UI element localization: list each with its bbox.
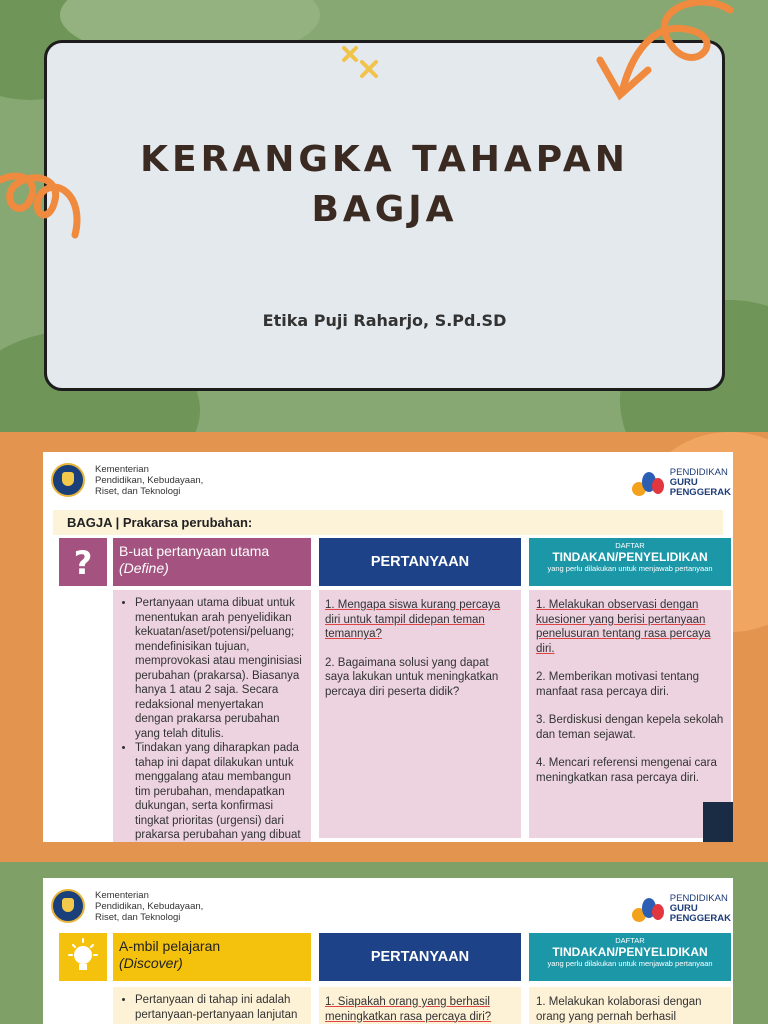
pgp-line: PENDIDIKAN	[669, 467, 728, 478]
action-header	[529, 538, 731, 586]
ministry-logo-icon	[51, 463, 85, 497]
step-label: A-mbil pelajaran	[119, 938, 221, 954]
action-item: 3. Berdiskusi dengan kepela sekolah dan teman sejawat.	[536, 714, 724, 741]
squiggle-icon	[0, 176, 77, 235]
swirl-arrow-icon	[600, 2, 730, 95]
action-header-top: DAFTAR	[615, 936, 645, 945]
ministry-line: Riset, dan Teknologi	[95, 912, 181, 923]
sparkle-icon	[344, 48, 376, 76]
ministry-line: Kementerian	[95, 890, 149, 901]
step-sub: (Discover)	[119, 955, 183, 971]
question-item: 2. Bagaimana solusi yang dapat saya lakukan untuk meningkatkan percaya diri peserta didik?	[325, 656, 499, 698]
document-page	[43, 452, 733, 842]
action-item: 2. Memberikan motivasi tentang manfaat rasa percaya diri.	[536, 671, 699, 698]
pgp-line: GURU	[669, 903, 698, 914]
question-mark-icon	[59, 538, 107, 586]
action-header-sub: yang perlu dilakukan untuk menjawab pertanyaan	[547, 959, 713, 968]
ministry-line: Riset, dan Teknologi	[95, 486, 181, 497]
action-header-main: TINDAKAN/PENYELIDIKAN	[552, 945, 708, 959]
bagja-define-slide	[0, 432, 768, 862]
ministry-name	[95, 464, 203, 497]
guru-penggerak-text	[670, 894, 731, 924]
question-header: PERTANYAAN	[319, 538, 521, 586]
action-item: 4. Mencari referensi mengenai cara meningkatkan rasa percaya diri.	[536, 757, 717, 784]
question-item: 1. Mengapa siswa kurang percaya diri untuk tampil didepan teman temannya?	[325, 599, 501, 640]
step-description	[113, 987, 311, 1024]
doc-header	[43, 452, 733, 510]
author-name: Etika Puji Raharjo, S.Pd.SD	[262, 311, 507, 330]
action-header-top: DAFTAR	[615, 541, 645, 550]
doodles-layer	[0, 0, 768, 432]
question-header: PERTANYAAN	[319, 933, 521, 981]
question-cell	[319, 987, 521, 1024]
action-cell	[529, 590, 731, 838]
guru-penggerak-logo	[630, 892, 731, 926]
list-item: • Tindakan yang diharapkan pada tahap ini dapat dilakukan untuk menggalang atau membangun tim perubahan, mendapatkan dukungan, serta konfirmasi tingkat prioritas (urgensi) dari prakarsa perubahan yang dibuat	[135, 741, 303, 842]
action-item: 1. Melakukan observasi dengan kuesioner yang berisi pertanyaan penelusuran tentang rasa percaya diri.	[536, 599, 711, 655]
list-item: • Pertanyaan di tahap ini adalah pertanyaan-pertanyaan lanjutan	[135, 993, 303, 1022]
pgp-line: PENGGERAK	[669, 913, 731, 924]
action-header	[529, 933, 731, 981]
pgp-line: GURU	[669, 477, 698, 488]
question-cell	[319, 590, 521, 838]
title-line: KERANGKA TAHAPAN	[140, 139, 629, 180]
svg-text:?: ?	[73, 544, 93, 582]
doc-header	[43, 878, 733, 936]
step-description	[113, 590, 311, 842]
question-item: 1. Siapakah orang yang berhasil meningkatkan rasa percaya diri?	[325, 996, 492, 1023]
title-line: BAGJA	[311, 189, 458, 230]
document-page	[43, 878, 733, 1024]
action-header-sub: yang perlu dilakukan untuk menjawab pertanyaan	[547, 564, 713, 573]
lightbulb-icon	[59, 933, 107, 981]
ministry-line: Pendidikan, Kebudayaan,	[95, 901, 204, 912]
ministry-logo-icon	[51, 889, 85, 923]
step-header	[113, 933, 311, 981]
action-item: 1. Melakukan kolaborasi dengan orang yang pernah berhasil	[536, 996, 702, 1023]
action-cell	[529, 987, 731, 1024]
bagja-title-bar: BAGJA | Prakarsa perubahan:	[53, 510, 723, 535]
title-slide	[0, 0, 768, 432]
guru-penggerak-logo	[630, 466, 731, 500]
step-header	[113, 538, 311, 586]
ministry-name	[95, 890, 203, 923]
list-item: • Pertanyaan utama dibuat untuk menentukan arah penyelidikan kekuatan/aset/potensi/peluang; mendefinisikan tujuan, memprovokasi atau menginisiasi perubahan (prakarsa). Biasanya hanya 1 atau 2 saja. Secara redaksional menyertakan dengan prakarsa perubahan yang telah ditulis.	[135, 596, 303, 741]
guru-penggerak-text	[670, 468, 731, 498]
action-header-main: TINDAKAN/PENYELIDIKAN	[552, 550, 708, 564]
pgp-line: PENDIDIKAN	[669, 893, 728, 904]
ministry-line: Pendidikan, Kebudayaan,	[95, 475, 204, 486]
step-label: B-uat pertanyaan utama	[119, 543, 270, 559]
decorative-corner	[703, 802, 733, 842]
ministry-line: Kementerian	[95, 464, 149, 475]
bagja-discover-slide	[0, 862, 768, 1024]
step-sub: (Define)	[119, 560, 169, 576]
guru-penggerak-icon	[630, 468, 666, 498]
pgp-line: PENGGERAK	[669, 487, 731, 498]
guru-penggerak-icon	[630, 894, 666, 924]
